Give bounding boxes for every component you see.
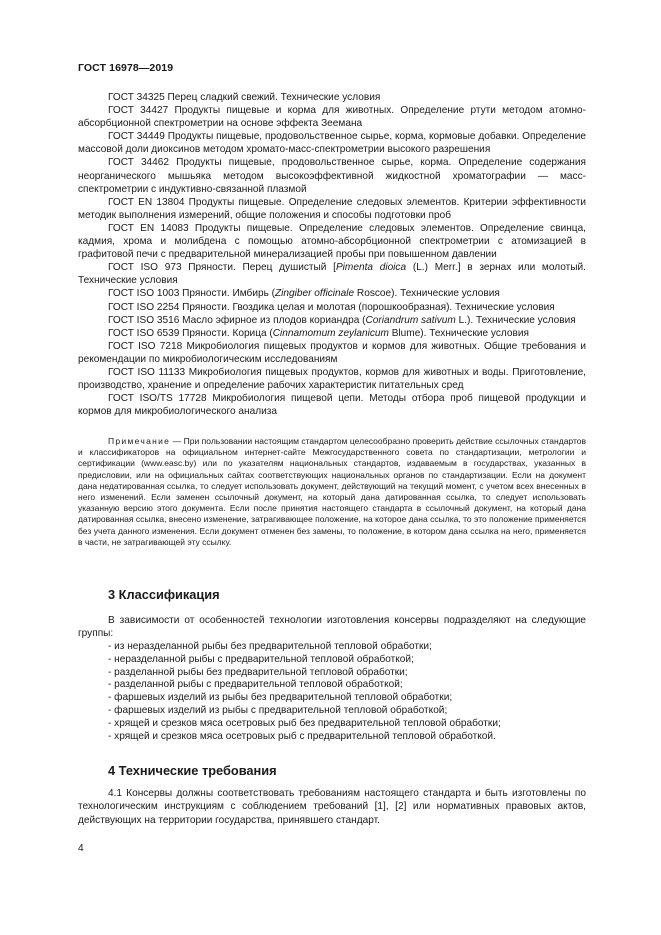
classification-item: - фаршевых изделий из рыбы без предварительной тепловой обработки; bbox=[108, 692, 453, 704]
note-block bbox=[78, 436, 586, 548]
reference-entry bbox=[78, 104, 586, 130]
classification-item: - хрящей и срезков мяса осетровых рыб без предварительной тепловой обработки; bbox=[108, 717, 501, 729]
reference-entry bbox=[78, 301, 586, 314]
note-label: Примечание bbox=[108, 436, 171, 446]
classification-item: - неразделанной рыбы с предварительной тепловой обработкой; bbox=[108, 653, 414, 665]
reference-latin-name: Pimenta dioica bbox=[335, 262, 407, 274]
note-paragraph bbox=[78, 436, 586, 548]
reference-text: ГОСТ ISO 3516 Масло эфирное из плодов кориандра ( bbox=[108, 314, 366, 326]
reference-entry bbox=[78, 156, 586, 195]
reference-text: (L.) Merr.] в зернах или молотый. Технические условия bbox=[78, 262, 586, 287]
reference-entry bbox=[78, 91, 586, 104]
reference-latin-name: Cinnamomum zeylanicum bbox=[272, 327, 389, 339]
reference-text: ГОСТ EN 14083 Продукты пищевые. Определение следовых элементов. Определение свинца, кадмия, хрома и молибдена с помощью атомно-абсорбционной спектрометрии с атомизацией в графитовой печи с предварительной минерализацией пробы при повышенном давлении bbox=[78, 222, 586, 261]
reference-entry bbox=[78, 196, 586, 222]
section-4-paragraph: 4.1 Консервы должны соответствовать требованиям настоящего стандарта и быть изготовлены по технологическим инструкциям с соблюдением требований [1], [2] или нормативных правовых актов, действующих на территории государства, принявшего стандарт. bbox=[78, 788, 586, 826]
section-3-intro: В зависимости от особенностей технологии изготовления консервы подразделяют на следующие группы: bbox=[78, 615, 586, 640]
reference-text: Roscoe). Технические условия bbox=[354, 288, 500, 300]
reference-text: ГОСТ 34462 Продукты пищевые, продовольственное сырье, корма. Определение содержания неорганического мышьяка методом высокоэффективной жидкостной хроматографии — масс-спектрометрии с индуктивно-связанной плазмой bbox=[78, 157, 586, 195]
reference-text: Blume). Технические условия bbox=[388, 327, 529, 339]
section-4-heading: 4 Технические требования bbox=[108, 763, 277, 778]
page-number: 4 bbox=[78, 843, 84, 854]
classification-item: - фаршевых изделий из рыбы с предварительной тепловой обработкой; bbox=[108, 704, 448, 716]
normative-references-list bbox=[78, 91, 586, 418]
reference-text: ГОСТ ISO 973 Пряности. Перец душистый [ bbox=[108, 262, 336, 274]
reference-text: ГОСТ EN 13804 Продукты пищевые. Определение следовых элементов. Критерии эффективности методик выполнения измерений, общие положения и способы подготовки проб bbox=[78, 196, 586, 221]
reference-latin-name: Zingiber officinale bbox=[275, 288, 355, 300]
classification-item: - из неразделанной рыбы без предварительной тепловой обработки; bbox=[108, 641, 432, 652]
reference-entry bbox=[78, 392, 586, 418]
reference-text: L.). Технические условия bbox=[455, 314, 576, 326]
reference-text: ГОСТ 34449 Продукты пищевые, продовольственное сырье, корма, кормовые добавки. Определение массовой доли диоксинов методом хромато-масс-спектрометрии высокого разрешения bbox=[78, 131, 586, 156]
reference-entry bbox=[78, 130, 586, 156]
section-3-heading: 3 Классификация bbox=[108, 587, 220, 602]
reference-text: ГОСТ ISO 2254 Пряности. Гвоздика целая и молотая (порошкообразная). Технические условия bbox=[108, 301, 555, 313]
reference-text: ГОСТ ISO 11133 Микробиология пищевых продуктов, кормов для животных и воды. Приготовление, производство, хранение и определение рабочих характеристик питательных сред bbox=[78, 366, 586, 392]
reference-text: ГОСТ 34325 Перец сладкий свежий. Технические условия bbox=[108, 92, 381, 103]
reference-text: ГОСТ ISO 7218 Микробиология пищевых продуктов и кормов для животных. Общие требования и рекомендации по микробиологическим исследованиям bbox=[78, 340, 586, 365]
classification-item: - разделанной рыбы без предварительной тепловой обработки; bbox=[108, 666, 408, 678]
classification-item: - хрящей и срезков мяса осетровых рыб с предварительной тепловой обработкой. bbox=[108, 730, 496, 742]
classification-list bbox=[108, 641, 501, 743]
reference-text: ГОСТ ISO 6539 Пряности. Корица ( bbox=[108, 327, 273, 339]
reference-entry bbox=[78, 222, 586, 261]
reference-entry bbox=[78, 340, 586, 366]
reference-entry bbox=[78, 314, 586, 327]
reference-entry bbox=[78, 327, 586, 340]
reference-text: ГОСТ ISO 1003 Пряности. Имбирь ( bbox=[108, 288, 275, 300]
classification-item: - разделанной рыбы с предварительной тепловой обработкой; bbox=[108, 679, 403, 691]
reference-latin-name: Coriandrum sativum bbox=[365, 314, 456, 326]
reference-entry bbox=[78, 287, 586, 300]
reference-entry bbox=[78, 366, 586, 392]
document-header: ГОСТ 16978—2019 bbox=[78, 62, 174, 74]
note-text: — При пользовании настоящим стандартом целесообразно проверить действие ссылочных стандартов и классификаторов на официальном интернет-сайте Межгосударственного совета по стандартизации, метрологии и сертификации (www.easc.by) или по указателям национальных стандартов, издаваемым в государствах, указанных в предисловии, или на официальных сайтах соответствующих национальных органов по стандартизации. Если на документ дана недатированная ссылка, то следует использовать документ, действующий на текущий момент, с учетом всех внесенных в него изменений. Если заменен ссылочный документ, на который дана датированная ссылка, то следует использовать указанную версию этого документа. Если после принятия настоящего стандарта в ссылочный документ, на который дана датированная ссылка, внесено изменение, затрагивающее положение, на которое дана ссылка, то это положение применяется без учета данного изменения. Если документ отменен без замены, то положение, в котором дана ссылка на него, применяется в части, не затрагивающей эту ссылку. bbox=[78, 436, 586, 547]
reference-text: ГОСТ ISO/TS 17728 Микробиология пищевой цепи. Методы отбора проб пищевой продукции и кормов для микробиологического анализа bbox=[78, 393, 586, 418]
reference-text: ГОСТ 34427 Продукты пищевые и корма для животных. Определение ртути методом атомно-абсорбционной спектрометрии на основе эффекта Зеемана bbox=[78, 105, 586, 130]
reference-entry bbox=[78, 261, 586, 287]
